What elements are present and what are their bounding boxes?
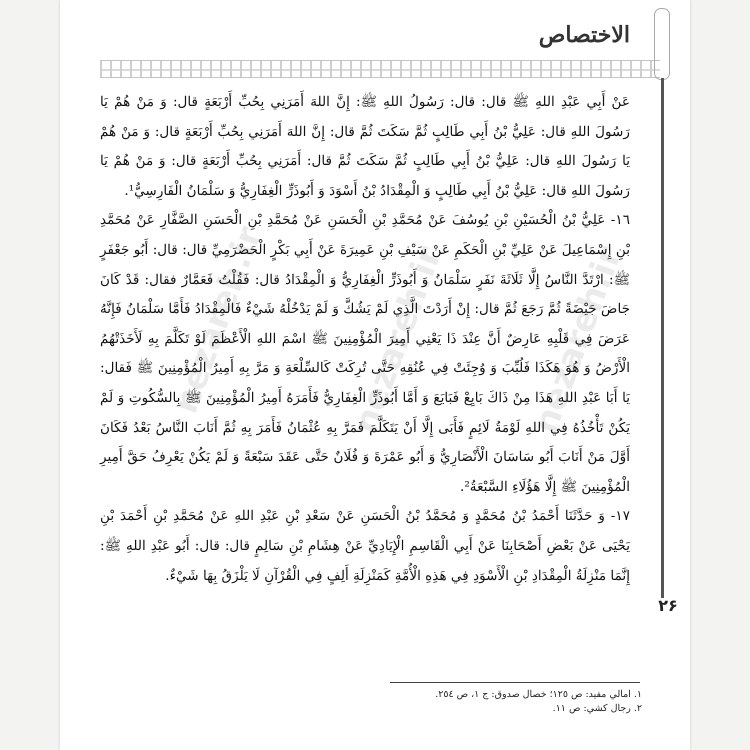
header-ornament-band	[100, 60, 660, 78]
watermark-text: nezareh.ir	[165, 221, 270, 419]
footnotes	[360, 688, 642, 716]
watermark-text: nezareh.ir	[345, 241, 450, 439]
watermark-text: nezareh.ir	[525, 241, 630, 439]
paragraph-16: ١٦- عَلِيُّ بْنُ الْحُسَيْنِ بْنِ يُوسُفَ عَنْ مُحَمَّدِ بْنِ الْحَسَنِ عَنْ مُحَمَّدِ بْنِ الْحَسَنِ الصَّفَّارِ عَنْ مُحَمَّدِ بْنِ إِسْمَاعِيلَ عَنْ عَلِيِّ بْنِ الْحَكَمِ عَنْ سَيْفِ بْنِ عَمِيرَةَ عَنْ أَبِي بَكْرٍ الْحَضْرَمِيِّ قال: قال: أَبُو جَعْفَرٍ ﷺ: ارْتَدَّ النَّاسُ إِلَّا ثَلَاثَةَ نَفَرٍ سَلْمَانُ وَ أَبُوذَرٍّ الْغِفَارِيُّ وَ الْمِقْدَادُ قال: فَقُلْتُ فَعَمَّارٌ فقال: قَدْ كَانَ جَاضَ جَيْضَةً ثُمَّ رَجَعَ ثُمَّ قال: إِنْ أَرَدْتَ الَّذِي لَمْ يَشُكَّ وَ لَمْ يَدْخُلْهُ شَيْءٌ فَالْمِقْدَادُ فَأَمَّا سَلْمَانُ فَإِنَّهُ عَرَضَ فِي قَلْبِهِ عَارِضٌ أَنَّ عِنْدَ ذَا يَعْنِي أَمِيرَ الْمُؤْمِنِينَ ﷺ اسْمَ اللهِ الْأَعْظَمَ لَوْ تَكَلَّمَ بِهِ لَأَخَذَتْهُمُ الْأَرْضُ وَ هُوَ هَكَذَا فَلُبِّبَ وَ وُجِئَتْ فِي عُنُقِهِ حَتَّى تُرِكَتْ كَالسِّلْعَةِ وَ مَرَّ بِهِ أَمِيرُ الْمُؤْمِنِينَ ﷺ فَقال: يَا أَبَا عَبْدِ اللهِ هَذَا مِنْ ذَاكَ بَايِعْ فَبَايَعَ وَ أَمَّا أَبُوذَرٍّ الْغِفَارِيُّ فَأَمَرَهُ أَمِيرُ الْمُؤْمِنِينَ ﷺ بِالسُّكُوتِ وَ لَمْ يَكُنْ تَأْخُذُهُ فِي اللهِ لَوْمَةُ لَائِمٍ فَأَبَى إِلَّا أَنْ يَتَكَلَّمَ فَمَرَّ بِهِ عُثْمَانُ فَأَمَرَ بِهِ ثُمَّ أَنَابَ النَّاسُ بَعْدُ فَكَانَ أَوَّلَ مَنْ أَنَابَ أَبُو سَاسَانَ الْأَنْصَارِيُّ وَ أَبُو عَمْرَةَ وَ فُلَانٌ حَتَّى عَقَدَ سَبْعَةً وَ لَمْ يَكُنْ يَعْرِفُ حَقَّ أَمِيرِ الْمُؤْمِنِينَ ﷺ إِلَّا هَؤُلَاءِ السَّبْعَةُ².	[100, 212, 630, 495]
main-text	[100, 88, 630, 591]
book-page	[60, 0, 690, 750]
header-ornament-cap	[654, 8, 670, 80]
page-number: ۲۶	[658, 596, 678, 615]
paragraph-17: ١٧- وَ حَدَّثَنَا أَحْمَدُ بْنُ مُحَمَّدٍ وَ مُحَمَّدُ بْنُ الْحَسَنِ عَنْ سَعْدِ بْنِ عَبْدِ اللهِ عَنْ مُحَمَّدِ بْنِ أَحْمَدَ بْنِ يَحْيَى عَنْ بَعْضِ أَصْحَابِنَا عَنْ أَبِي الْقَاسِمِ الْإِيَادِيِّ عَنْ هِشَامِ بْنِ سَالِمٍ قال: قال: أَبُو عَبْدِ اللهِ ﷺ: إِنَّمَا مَنْزِلَةُ الْمِقْدَادِ بْنِ الْأَسْوَدِ فِي هَذِهِ الْأُمَّةِ كَمَنْزِلَةِ أَلِفٍ فِي الْقُرْآنِ لَا يَلْزَقُ بِهَا شَيْءٌ.	[100, 508, 630, 584]
book-title: الاختصاص	[538, 22, 630, 48]
paragraph-1: عَنْ أَبِي عَبْدِ اللهِ ﷺ قال: قال: رَسُولُ اللهِ ﷺ: إِنَّ اللهَ أَمَرَنِي بِحُبِّ أَرْبَعَةٍ قال: وَ مَنْ هُمْ يَا رَسُولَ اللهِ قال: عَلِيُّ بْنُ أَبِي طَالِبٍ ثُمَّ سَكَتَ ثُمَّ قال: إِنَّ اللهَ أَمَرَنِي بِحُبِّ أَرْبَعَةٍ قال: وَ مَنْ هُمْ يَا رَسُولَ اللهِ قال: عَلِيُّ بْنُ أَبِي طَالِبٍ ثُمَّ سَكَتَ ثُمَّ قال: أَمَرَنِي بِحُبِّ أَرْبَعَةٍ قال: وَ مَنْ هُمْ يَا رَسُولَ اللهِ قال: عَلِيُّ بْنُ أَبِي طَالِبٍ وَ الْمِقْدَادُ بْنُ أَسْوَدَ وَ أَبُوذَرٍّ الْغِفَارِيُّ وَ سَلْمَانُ الْفَارِسِيُّ¹.	[100, 94, 630, 199]
page-header	[60, 0, 690, 80]
footnote-divider	[390, 682, 640, 683]
footnote-2: ٢. رجال كشي: ص ١١.	[552, 703, 642, 714]
footnote-1: ١. امالي مفيد: ص ١٢٥؛ خصال صدوق: ج ١، ص ٢٥٤.	[435, 689, 642, 700]
margin-rule	[661, 78, 664, 598]
